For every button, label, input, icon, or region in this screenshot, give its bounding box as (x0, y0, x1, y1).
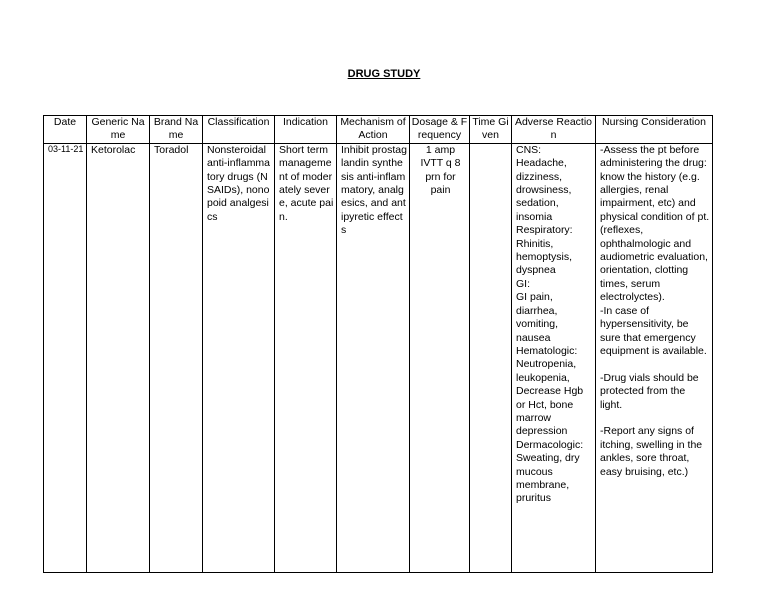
header-classification: Classification (203, 116, 275, 144)
header-adverse-reaction: Adverse Reaction (512, 116, 596, 144)
cell-date: 03-11-21 (44, 143, 87, 572)
cell-mechanism: Inhibit prostaglandin synthesis anti-inflammatory, analgesics, and antipyretic effects (337, 143, 410, 572)
cell-classification: Nonsteroidal anti-inflammatory drugs (NSAIDs), nonopoid analgesics (203, 143, 275, 572)
header-indication: Indication (275, 116, 337, 144)
cell-nursing-consideration: -Assess the pt before administering the drug: know the history (e.g. allergies, renal impairment, etc) and physical condition of pt. (reflexes, ophthalmologic and audiometric evaluation, orientation, clotting times, serum electrolyctes). -In case of hypersensitivity, be sure that emergency equipment is available. -Drug vials should be protected from the light. -Report any signs of itching, swelling in the ankles, sore throat, easy bruising, etc.) (596, 143, 713, 572)
header-nursing-consideration: Nursing Consideration (596, 116, 713, 144)
header-mechanism: Mechanism of Action (337, 116, 410, 144)
drug-study-table (43, 115, 713, 573)
header-date: Date (44, 116, 87, 144)
header-dosage: Dosage & Frequency (410, 116, 470, 144)
header-row (44, 116, 713, 144)
cell-brand-name: Toradol (150, 143, 203, 572)
header-brand-name: Brand Name (150, 116, 203, 144)
cell-indication: Short term management of moderately severe, acute pain. (275, 143, 337, 572)
header-time-given: Time Given (470, 116, 512, 144)
cell-generic-name: Ketorolac (87, 143, 150, 572)
cell-dosage: 1 amp IVTT q 8 prn for pain (410, 143, 470, 572)
cell-adverse-reaction: CNS: Headache, dizziness, drowsiness, sedation, insomia Respiratory: Rhinitis, hemoptysis, dyspnea GI: GI pain, diarrhea, vomiting, nausea Hematologic: Neutropenia, leukopenia, Decrease Hgb or Hct, bone marrow depression Dermacologic: Sweating, dry mucous membrane, pruritus (512, 143, 596, 572)
cell-time-given (470, 143, 512, 572)
page-title: DRUG STUDY (347, 68, 421, 80)
table-row (44, 143, 713, 572)
header-generic-name: Generic Name (87, 116, 150, 144)
